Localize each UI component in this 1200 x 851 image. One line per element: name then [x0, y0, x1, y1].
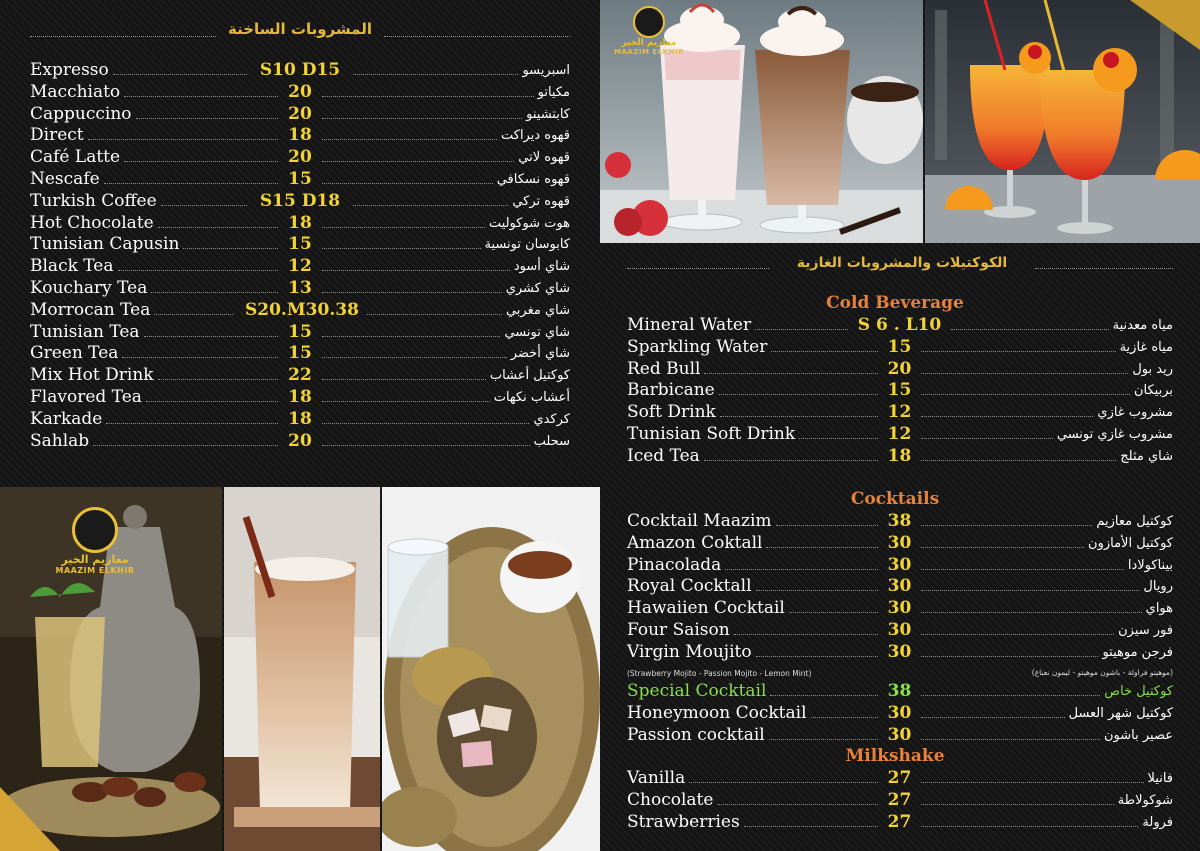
dot-leader	[367, 314, 502, 315]
menu-item	[627, 446, 1173, 468]
menu-item	[627, 380, 1173, 402]
menu-item	[627, 768, 1173, 790]
menu-item	[30, 104, 570, 126]
item-name: Mineral Water	[627, 315, 752, 335]
cocktails-list	[627, 511, 1173, 664]
item-price: 15	[288, 343, 312, 364]
turkish-coffee-photo	[382, 487, 600, 851]
menu-item	[627, 315, 1173, 337]
item-price: 30	[887, 598, 912, 619]
item-name-arabic: شاي تونسي	[504, 324, 570, 340]
item-name-arabic: قهوه تركي	[512, 193, 570, 209]
menu-item	[627, 424, 1173, 446]
menu-item	[627, 402, 1173, 424]
menu-item	[30, 300, 570, 322]
item-price: 12	[288, 256, 312, 277]
dot-leader	[154, 314, 233, 315]
item-price: 18	[288, 408, 312, 429]
menu-item	[30, 125, 570, 147]
item-name-arabic: بربيكان	[1133, 383, 1173, 399]
item-price: 22	[288, 365, 312, 386]
item-price: 13	[288, 277, 312, 298]
item-name: Turkish Coffee	[30, 190, 157, 211]
item-name-arabic: كوكتيل أعشاب	[489, 368, 570, 384]
item-name-arabic: هوت شوكوليت	[488, 215, 570, 231]
item-name: Macchiato	[30, 81, 121, 102]
item-name: Hot Chocolate	[30, 212, 154, 233]
item-price: 27	[887, 768, 912, 788]
milkshake-list	[627, 768, 1173, 833]
item-name-arabic: بيناكولادا	[1127, 557, 1173, 573]
menu-item	[30, 169, 570, 191]
logo-emblem-icon	[633, 6, 665, 38]
menu-item	[627, 642, 1173, 664]
item-name: Tunisian Tea	[30, 321, 140, 342]
item-name: Cocktail Maazim	[627, 511, 772, 531]
logo-bottom	[40, 507, 150, 575]
item-name: Virgin Moujito	[627, 641, 752, 662]
item-name-arabic: كركدي	[533, 411, 570, 427]
menu-item	[30, 278, 570, 300]
cold-header-rule-left	[627, 268, 769, 269]
item-price: 15	[288, 168, 312, 189]
item-name-arabic: كوكتيل معازيم	[1096, 514, 1173, 529]
item-price: 38	[887, 681, 912, 701]
item-name: Mix Hot Drink	[30, 365, 154, 386]
item-name-arabic: شاي أسود	[513, 259, 570, 275]
item-price: 30	[887, 554, 912, 575]
cold-section-title: الكوكتيلات والمشروبات الغازية	[796, 255, 1008, 271]
item-name: Sparkling Water	[627, 336, 768, 357]
hot-drinks-title: المشروبات الساخنة	[227, 20, 372, 38]
menu-item	[30, 365, 570, 387]
item-price: 15	[288, 234, 312, 255]
menu-item	[30, 431, 570, 453]
header-rule-right	[384, 36, 570, 37]
hot-drinks-panel	[0, 0, 600, 485]
item-name: Barbicane	[627, 380, 715, 401]
item-price: 20	[288, 147, 312, 168]
cocktails-list-2	[627, 703, 1173, 747]
cocktails-heading: Cocktails	[850, 489, 940, 509]
header-rule-left	[30, 36, 216, 37]
item-price: S10 D15	[259, 60, 341, 80]
item-name: Amazon Coktall	[627, 532, 763, 553]
item-price: S 6 . L10	[857, 315, 942, 335]
item-price: 20	[288, 103, 312, 124]
item-name: Hawaiien Cocktail	[627, 598, 785, 619]
item-name-arabic: شاي كشري	[505, 280, 570, 296]
item-name: Pinacolada	[627, 554, 722, 575]
item-name: Morrocan Tea	[30, 299, 151, 320]
item-name: Green Tea	[30, 343, 119, 364]
dot-leader	[353, 205, 508, 206]
item-name-arabic: كوكتيل شهر العسل	[1068, 706, 1173, 721]
special-cocktail-list	[627, 681, 1173, 703]
menu-item	[30, 387, 570, 409]
item-name: Expresso	[30, 60, 109, 80]
menu-item	[627, 790, 1173, 812]
item-name-arabic: سحلب	[533, 433, 570, 449]
menu-item	[30, 409, 570, 431]
item-name-arabic: شاي مثلج	[1120, 448, 1173, 464]
item-name: Tunisian Capusin	[30, 234, 180, 255]
menu-item	[30, 256, 570, 278]
item-price: S20.M30.38	[245, 299, 359, 320]
menu-item	[627, 359, 1173, 381]
menu-item	[627, 576, 1173, 598]
item-name-arabic: قهوه ديراكت	[500, 128, 570, 144]
tea-photo	[0, 487, 222, 851]
item-price: 15	[887, 336, 912, 357]
item-price: 20	[288, 81, 312, 102]
item-price: 15	[288, 321, 312, 342]
item-name-arabic: كوكتيل الأمازون	[1088, 535, 1173, 551]
logo-english-bottom: MAAZIM ELKHIR	[55, 566, 135, 575]
item-price: 38	[887, 511, 912, 531]
item-name: Strawberries	[627, 811, 740, 832]
item-name: Black Tea	[30, 256, 114, 277]
item-name: Four Saison	[627, 619, 730, 640]
cold-beverage-heading: Cold Beverage	[826, 293, 964, 313]
item-name: Vanilla	[627, 768, 686, 788]
item-name: Karkade	[30, 408, 103, 429]
item-name-arabic: مياه غازية	[1119, 339, 1173, 355]
menu-item	[627, 725, 1173, 747]
iced-latte-illustration	[224, 487, 380, 851]
item-name-arabic: قهوه لاتي	[518, 150, 570, 166]
menu-item	[627, 598, 1173, 620]
item-price: 20	[288, 430, 312, 451]
milkshake-photo	[600, 0, 923, 243]
menu-item	[30, 147, 570, 169]
item-name-arabic: كوكتيل خاص	[1104, 684, 1173, 699]
menu-item	[627, 337, 1173, 359]
item-name-arabic: شاي أخضر	[510, 346, 570, 362]
item-name-arabic: فرجن موهيتو	[1102, 644, 1173, 660]
item-name-arabic: كابتشينو	[526, 106, 570, 122]
item-name: Special Cocktail	[627, 681, 767, 701]
moujito-note-ar: (موهيتو فراولة - باشون موهيتو - ليمون نعناع)	[1031, 668, 1173, 677]
item-price: 18	[887, 445, 912, 466]
item-name: Passion cocktail	[627, 724, 765, 745]
menu-item	[30, 82, 570, 104]
dot-leader	[353, 74, 518, 75]
item-price: 12	[887, 423, 912, 444]
item-name: Royal Cocktall	[627, 576, 752, 597]
cold-beverage-list	[627, 315, 1173, 468]
item-price: 30	[887, 532, 912, 553]
item-price: 30	[887, 576, 912, 597]
cocktail-illustration	[925, 0, 1200, 243]
menu-item	[30, 191, 570, 213]
menu-item	[30, 234, 570, 256]
item-name-arabic: كابوسان تونسية	[484, 237, 570, 253]
item-name: Chocolate	[627, 789, 714, 810]
item-price: 27	[887, 811, 912, 832]
dot-leader	[951, 329, 1108, 330]
item-price: 15	[887, 380, 912, 401]
logo-english: MAAZIM ELKHIR	[614, 48, 684, 56]
item-name: Honeymoon Cocktail	[627, 703, 807, 723]
menu-item	[627, 620, 1173, 642]
menu-item	[627, 511, 1173, 533]
item-price: 27	[887, 789, 912, 810]
item-name-arabic: ريد بول	[1132, 361, 1173, 377]
item-price: 12	[887, 402, 912, 423]
item-name-arabic: رويال	[1143, 579, 1173, 595]
menu-item	[30, 343, 570, 365]
menu-item	[30, 213, 570, 235]
item-name: Cappuccino	[30, 103, 132, 124]
dot-leader	[113, 74, 247, 75]
item-name: Nescafe	[30, 168, 100, 189]
item-name-arabic: اسبريسو	[522, 63, 570, 78]
menu-item	[30, 60, 570, 82]
item-price: 18	[288, 386, 312, 407]
menu-item	[627, 703, 1173, 725]
item-price: 30	[887, 641, 912, 662]
item-name: Direct	[30, 125, 84, 146]
item-name-arabic: أعشاب نكهات	[493, 389, 570, 405]
item-name-arabic: فرولة	[1142, 814, 1173, 830]
item-name-arabic: مشروب غازي	[1097, 405, 1173, 421]
logo-emblem-icon-bottom	[72, 507, 118, 553]
item-name: Café Latte	[30, 147, 121, 168]
turkish-coffee-illustration	[382, 487, 600, 851]
item-name-arabic: شاي مغربي	[505, 302, 570, 318]
item-name-arabic: قهوه نسكافي	[496, 171, 570, 187]
menu-item	[30, 322, 570, 344]
item-price: 20	[887, 358, 912, 379]
cocktail-photo	[925, 0, 1200, 243]
special-menu-item	[627, 681, 1173, 703]
cold-header-rule-right	[1035, 268, 1173, 269]
moujito-note-en: (Strawberry Mojito - Passion Mojito - Lemon Mint)	[627, 669, 812, 678]
item-name-arabic: عصير باشون	[1104, 727, 1173, 743]
menu-item	[627, 812, 1173, 834]
item-name-arabic: مياه معدنية	[1112, 318, 1173, 333]
item-price: 30	[887, 619, 912, 640]
logo-arabic: معازيم الخير	[621, 38, 677, 48]
menu-item	[627, 555, 1173, 577]
item-price: 30	[887, 703, 912, 723]
item-name: Iced Tea	[627, 445, 700, 466]
milkshake-heading: Milkshake	[845, 746, 945, 766]
item-name-arabic: فور سيزن	[1118, 622, 1173, 638]
dot-leader	[755, 329, 848, 330]
hot-drinks-list	[30, 60, 570, 452]
item-name: Tunisian Soft Drink	[627, 423, 796, 444]
item-name-arabic: هواي	[1145, 601, 1173, 617]
item-name: Soft Drink	[627, 402, 716, 423]
item-price: S15 D18	[259, 190, 341, 211]
item-price: 18	[288, 212, 312, 233]
dot-leader	[161, 205, 247, 206]
item-name: Flavored Tea	[30, 386, 142, 407]
item-price: 30	[887, 724, 912, 745]
item-name-arabic: فانيلا	[1147, 771, 1173, 786]
logo-arabic-bottom: معازيم الخير	[61, 553, 129, 566]
item-name: Kouchary Tea	[30, 277, 148, 298]
logo-top	[614, 6, 684, 56]
item-name: Sahlab	[30, 430, 90, 451]
iced-latte-photo	[224, 487, 380, 851]
item-price: 18	[288, 125, 312, 146]
item-name-arabic: مشروب غازي تونسي	[1056, 426, 1173, 442]
menu-item	[627, 533, 1173, 555]
cold-drinks-panel	[600, 245, 1200, 851]
item-name-arabic: شوكولاطة	[1117, 792, 1173, 808]
item-name-arabic: مكياتو	[537, 84, 570, 100]
item-name: Red Bull	[627, 358, 701, 379]
